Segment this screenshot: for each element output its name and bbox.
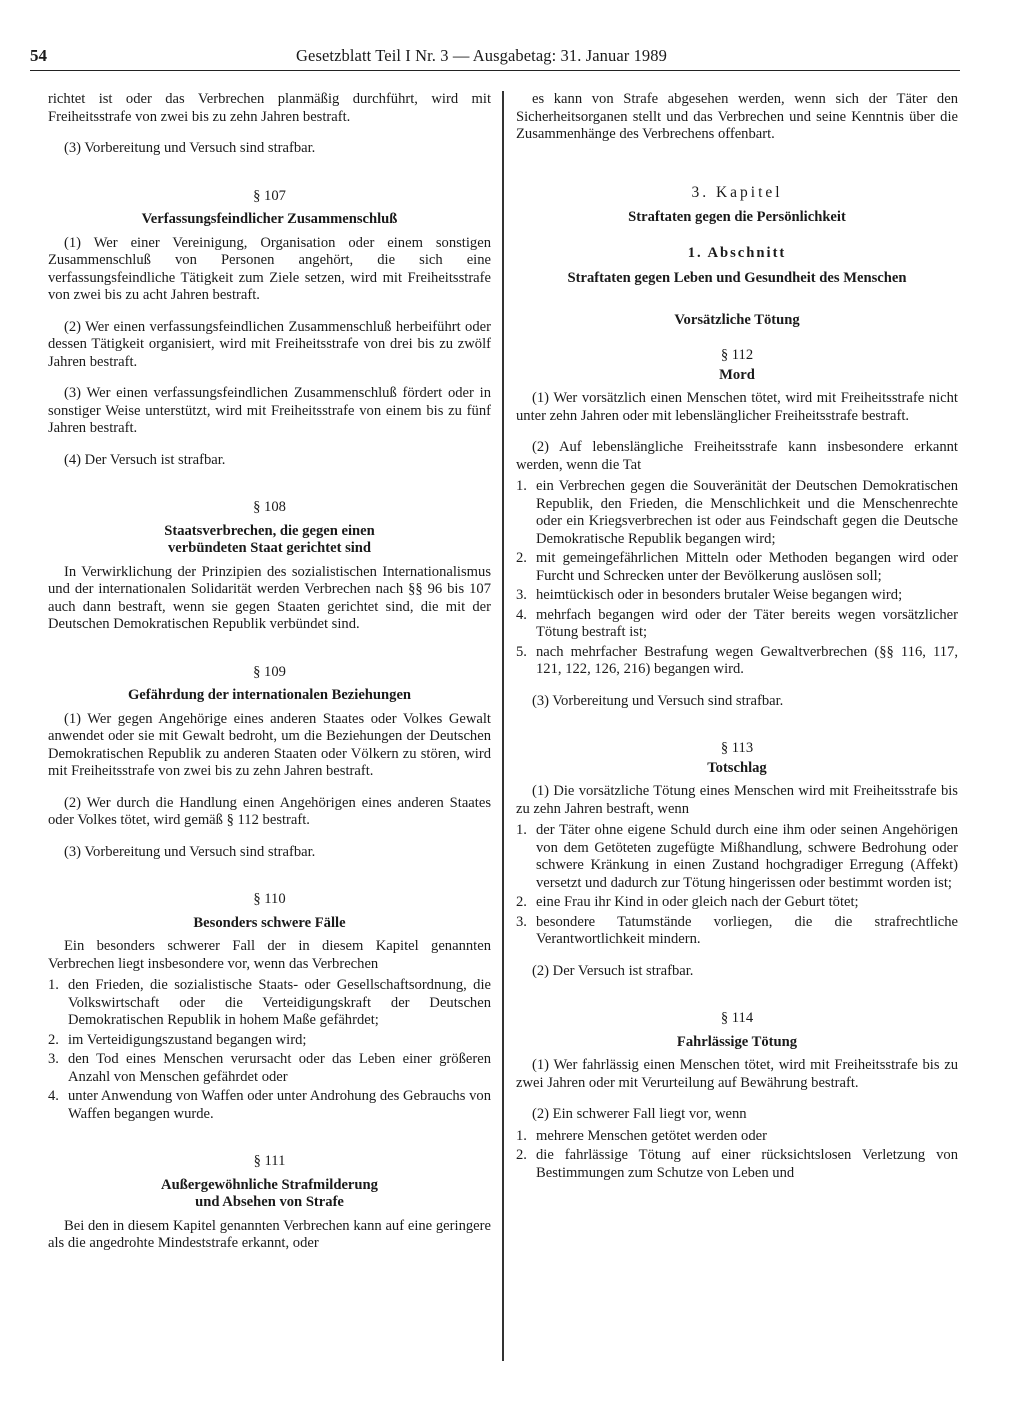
- subsection-title: Vorsätzliche Tötung: [674, 311, 800, 328]
- section-107-p2: (2) Wer einen verfassungsfeindlichen Zusammenschluß herbeiführt oder dessen Tätigkeit organisiert, wird mit Freiheitsstrafe von drei bis zu zwölf Jahren bestraft.: [48, 318, 491, 370]
- list-item: 4. mehrfach begangen wird oder der Täter bereits wegen vorsätzlicher Tötung bestraft ist;: [516, 606, 958, 640]
- section-110-title: Besonders schwere Fälle: [193, 914, 346, 931]
- section-110-list: [48, 977, 491, 1123]
- paragraph-3: (3) Vorbereitung und Versuch sind strafbar.: [64, 140, 316, 156]
- section-112-list: [516, 478, 958, 679]
- section-111-p1: Bei den in diesem Kapitel genannten Verbrechen kann auf eine geringere als die angedrohte Mindeststrafe erkannt, oder: [48, 1217, 491, 1251]
- list-item: 2. im Verteidigungszustand begangen wird;: [48, 1031, 307, 1048]
- section-112-title: Mord: [719, 366, 755, 383]
- section-112-p2: (2) Auf lebenslängliche Freiheitsstrafe kann insbesondere erkannt werden, wenn die Tat: [516, 439, 958, 473]
- list-item: 3. heimtückisch oder in besonders brutaler Weise begangen wird;: [516, 587, 903, 603]
- section-108-p1: In Verwirklichung der Prinzipien des sozialistischen Internationalismus und der internationalen Solidarität werden Verbrechen nach §§ 96 bis 107 auch dann bestraft, wenn sie gegen Staaten gerichtet sind, die mit der Deutschen Demokratischen Republik verbündet sind.: [48, 563, 491, 632]
- section-111-title-line2: und Absehen von Strafe: [195, 1194, 344, 1210]
- section-109-p3: (3) Vorbereitung und Versuch sind strafbar.: [64, 843, 316, 860]
- list-item: 1. mehrere Menschen getötet werden oder: [516, 1127, 767, 1144]
- section-109-title: Gefährdung der internationalen Beziehungen: [127, 687, 412, 703]
- section-114-title: Fahrlässige Tötung: [676, 1033, 798, 1050]
- section-title: Straftaten gegen Leben und Gesundheit des Menschen: [567, 270, 907, 286]
- list-item: 1. ein Verbrechen gegen die Souveränität der Deutschen Demokratischen Republik, den Frieden, die Menschlichkeit und die Menschenrechte oder ein Kriegsverbrechen ist oder aus Feindschaft gegen die Deutsche Demokratische Republik begangen wird;: [516, 478, 958, 547]
- list-item: 2. eine Frau ihr Kind in oder gleich nach der Geburt tötet;: [516, 894, 859, 910]
- chapter-heading: 3. Kapitel: [691, 183, 783, 201]
- section-109-p2: (2) Wer durch die Handlung einen Angehörigen eines anderen Staates oder Volkes tötet, wird gemäß § 112 bestraft.: [48, 794, 491, 828]
- list-item: 1. der Täter ohne eigene Schuld durch eine ihm oder seinen Angehörigen von dem Getöteten zugefügte Mißhandlung, schwere Bedrohung oder schwere Kränkung in einen Zustand hochgradiger Erregung (Affekt) versetzt und dadurch zur Tötung hingerissen oder bestimmt worden ist;: [516, 822, 958, 891]
- continued-paragraph: es kann von Strafe abgesehen werden, wenn sich der Täter den Sicherheitsorganen stellt und das Verbrechen und seine Kenntnis über die Zusammenhänge des Verbrechens offenbart.: [516, 91, 958, 142]
- section-107-title: Verfassungsfeindlicher Zusammenschluß: [141, 211, 398, 227]
- section-heading: 1. Abschnitt: [687, 244, 787, 261]
- section-110-intro: Ein besonders schwerer Fall der in diesem Kapitel genannten Verbrechen liegt insbesondere vor, wenn das Verbrechen: [48, 938, 491, 972]
- column-divider: [502, 91, 504, 1361]
- right-column: [516, 91, 958, 1182]
- section-110-number: § 110: [253, 891, 286, 907]
- list-item: 2. die fahrlässige Tötung auf einer rücksichtslosen Verletzung von Bestimmungen zum Schutze von Leben und: [516, 1147, 958, 1181]
- list-item: 4. unter Anwendung von Waffen oder unter Androhung des Gebrauchs von Waffen begangen wurde.: [48, 1088, 491, 1122]
- section-113-p1: (1) Die vorsätzliche Tötung eines Menschen wird mit Freiheitsstrafe bis zu zehn Jahren bestraft, wenn: [516, 783, 958, 817]
- section-114-p1: (1) Wer fahrlässig einen Menschen tötet, wird mit Freiheitsstrafe bis zu zwei Jahren oder mit Verurteilung auf Bewährung bestraft.: [516, 1057, 958, 1091]
- section-107-number: § 107: [253, 187, 286, 204]
- section-114-p2: (2) Ein schwerer Fall liegt vor, wenn: [532, 1106, 747, 1122]
- section-108-number: § 108: [253, 499, 286, 515]
- section-114-list: [516, 1128, 958, 1183]
- continued-paragraph: richtet ist oder das Verbrechen planmäßig durchführt, wird mit Freiheitsstrafe von zwei bis zu zehn Jahren bestraft.: [48, 91, 491, 125]
- section-112-number: § 112: [720, 347, 754, 363]
- page-number: 54: [30, 46, 47, 65]
- section-107-p4: (4) Der Versuch ist strafbar.: [64, 451, 226, 468]
- list-item: 2. mit gemeingefährlichen Mitteln oder Methoden begangen wird oder Furcht und Schrecken unter der Bevölkerung auslösen soll;: [516, 550, 958, 584]
- list-item: 3. besondere Tatumstände vorliegen, die die strafrechtliche Verantwortlichkeit mindern.: [516, 913, 958, 947]
- section-113-number: § 113: [720, 740, 754, 756]
- section-111-title-line1: Außergewöhnliche Strafmilderung: [161, 1176, 378, 1193]
- list-item: 1. den Frieden, die sozialistische Staats- oder Gesellschaftsordnung, die Volkswirtschaft oder die Verteidigungskraft der Deutschen Demokratischen Republik in hohem Maße gefährdet;: [48, 977, 491, 1028]
- section-112-p3: (3) Vorbereitung und Versuch sind strafbar.: [532, 692, 784, 709]
- section-109-number: § 109: [253, 663, 286, 680]
- section-112-p1: (1) Wer vorsätzlich einen Menschen tötet, wird mit Freiheitsstrafe nicht unter zehn Jahren oder mit lebenslänglicher Freiheitsstrafe bestraft.: [516, 390, 958, 424]
- section-108-title-line2: verbündeten Staat gerichtet sind: [167, 540, 372, 556]
- list-item: 5. nach mehrfacher Bestrafung wegen Gewaltverbrechen (§§ 116, 117, 121, 122, 126, 216) begangen wird.: [516, 643, 958, 677]
- page-header: [30, 44, 960, 71]
- section-114-number: § 114: [720, 1010, 754, 1026]
- chapter-title: Straftaten gegen die Persönlichkeit: [628, 209, 846, 225]
- section-113-list: [516, 822, 958, 949]
- running-title: Gesetzblatt Teil I Nr. 3 — Ausgabetag: 31. Januar 1989: [296, 46, 667, 65]
- section-111-number: § 111: [253, 1153, 286, 1169]
- section-108-title-line1: Staatsverbrechen, die gegen einen: [164, 522, 375, 539]
- list-item: 3. den Tod eines Menschen verursacht oder das Leben einer größeren Anzahl von Menschen gefährdet oder: [48, 1051, 491, 1085]
- section-107-p1: (1) Wer einer Vereinigung, Organisation oder einem sonstigen Zusammenschluß von Personen angehört, die sich eine verfassungsfeindliche Tätigkeit zum Ziele setzen, wird mit Freiheitsstrafe von zwei bis zu acht Jahren bestraft.: [48, 234, 491, 303]
- section-113-title: Totschlag: [707, 759, 767, 776]
- section-113-p2: (2) Der Versuch ist strafbar.: [532, 962, 694, 979]
- section-107-p3: (3) Wer einen verfassungsfeindlichen Zusammenschluß fördert oder in sonstiger Weise unterstützt, wird mit Freiheitsstrafe von einem bis zu fünf Jahren bestraft.: [48, 385, 491, 436]
- section-109-p1: (1) Wer gegen Angehörige eines anderen Staates oder Volkes Gewalt anwendet oder sie mit Gewalt bedroht, um die Beziehungen der Deutschen Demokratischen Republik zu anderen Staaten oder Völkern zu stören, wird mit Freiheitsstrafe von zwei bis zu zehn Jahren bestraft.: [48, 710, 491, 779]
- left-column: [48, 91, 491, 1253]
